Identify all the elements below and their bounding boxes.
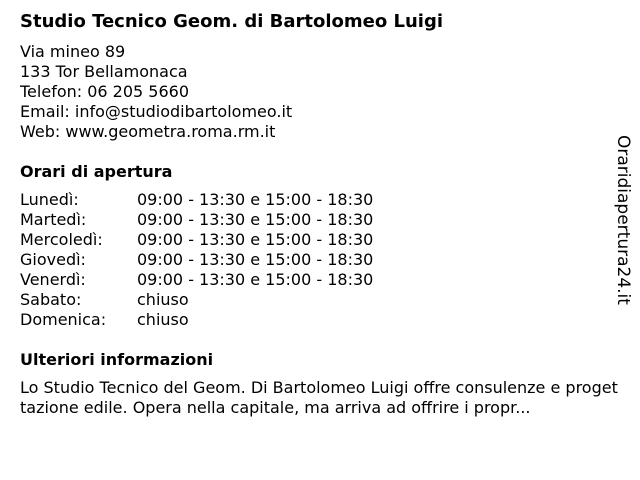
hours-row-saturday bbox=[20, 290, 620, 310]
day-label: Domenica: bbox=[20, 310, 107, 329]
web-line: Web: www.geometra.roma.rm.it bbox=[20, 122, 276, 141]
hours-table bbox=[20, 190, 620, 330]
hours-row-thursday bbox=[20, 250, 620, 270]
hours-row-wednesday bbox=[20, 230, 620, 250]
info-description: Lo Studio Tecnico del Geom. Di Bartolomeo Luigi offre consulenze e progettazione edile. Opera nella capitale, ma arriva ad offrire i propr... bbox=[20, 378, 618, 417]
hours-row-monday bbox=[20, 190, 620, 210]
day-label: Sabato: bbox=[20, 290, 82, 309]
day-hours: 09:00 - 13:30 e 15:00 - 18:30 bbox=[137, 250, 374, 269]
day-label: Giovedì: bbox=[20, 250, 86, 269]
day-hours: 09:00 - 13:30 e 15:00 - 18:30 bbox=[137, 270, 374, 289]
address-city: 133 Tor Bellamonaca bbox=[20, 62, 188, 81]
hours-title: Orari di apertura bbox=[20, 162, 173, 181]
hours-row-friday bbox=[20, 270, 620, 290]
day-hours: chiuso bbox=[137, 290, 189, 309]
email-line: Email: info@studiodibartolomeo.it bbox=[20, 102, 293, 121]
day-hours: 09:00 - 13:30 e 15:00 - 18:30 bbox=[137, 190, 374, 209]
day-hours: chiuso bbox=[137, 310, 189, 329]
phone-line: Telefon: 06 205 5660 bbox=[20, 82, 190, 101]
hours-row-tuesday bbox=[20, 210, 620, 230]
day-label: Venerdì: bbox=[20, 270, 86, 289]
contact-block bbox=[20, 42, 620, 142]
day-hours: 09:00 - 13:30 e 15:00 - 18:30 bbox=[137, 230, 374, 249]
day-label: Mercoledì: bbox=[20, 230, 103, 249]
day-label: Martedì: bbox=[20, 210, 87, 229]
business-title: Studio Tecnico Geom. di Bartolomeo Luigi bbox=[20, 11, 444, 32]
info-title: Ulteriori informazioni bbox=[20, 350, 214, 369]
site-watermark: Oraridiapertura24.it bbox=[613, 135, 633, 305]
day-hours: 09:00 - 13:30 e 15:00 - 18:30 bbox=[137, 210, 374, 229]
day-label: Lunedì: bbox=[20, 190, 79, 209]
hours-row-sunday bbox=[20, 310, 620, 330]
business-card bbox=[20, 10, 620, 418]
address-street: Via mineo 89 bbox=[20, 42, 126, 61]
